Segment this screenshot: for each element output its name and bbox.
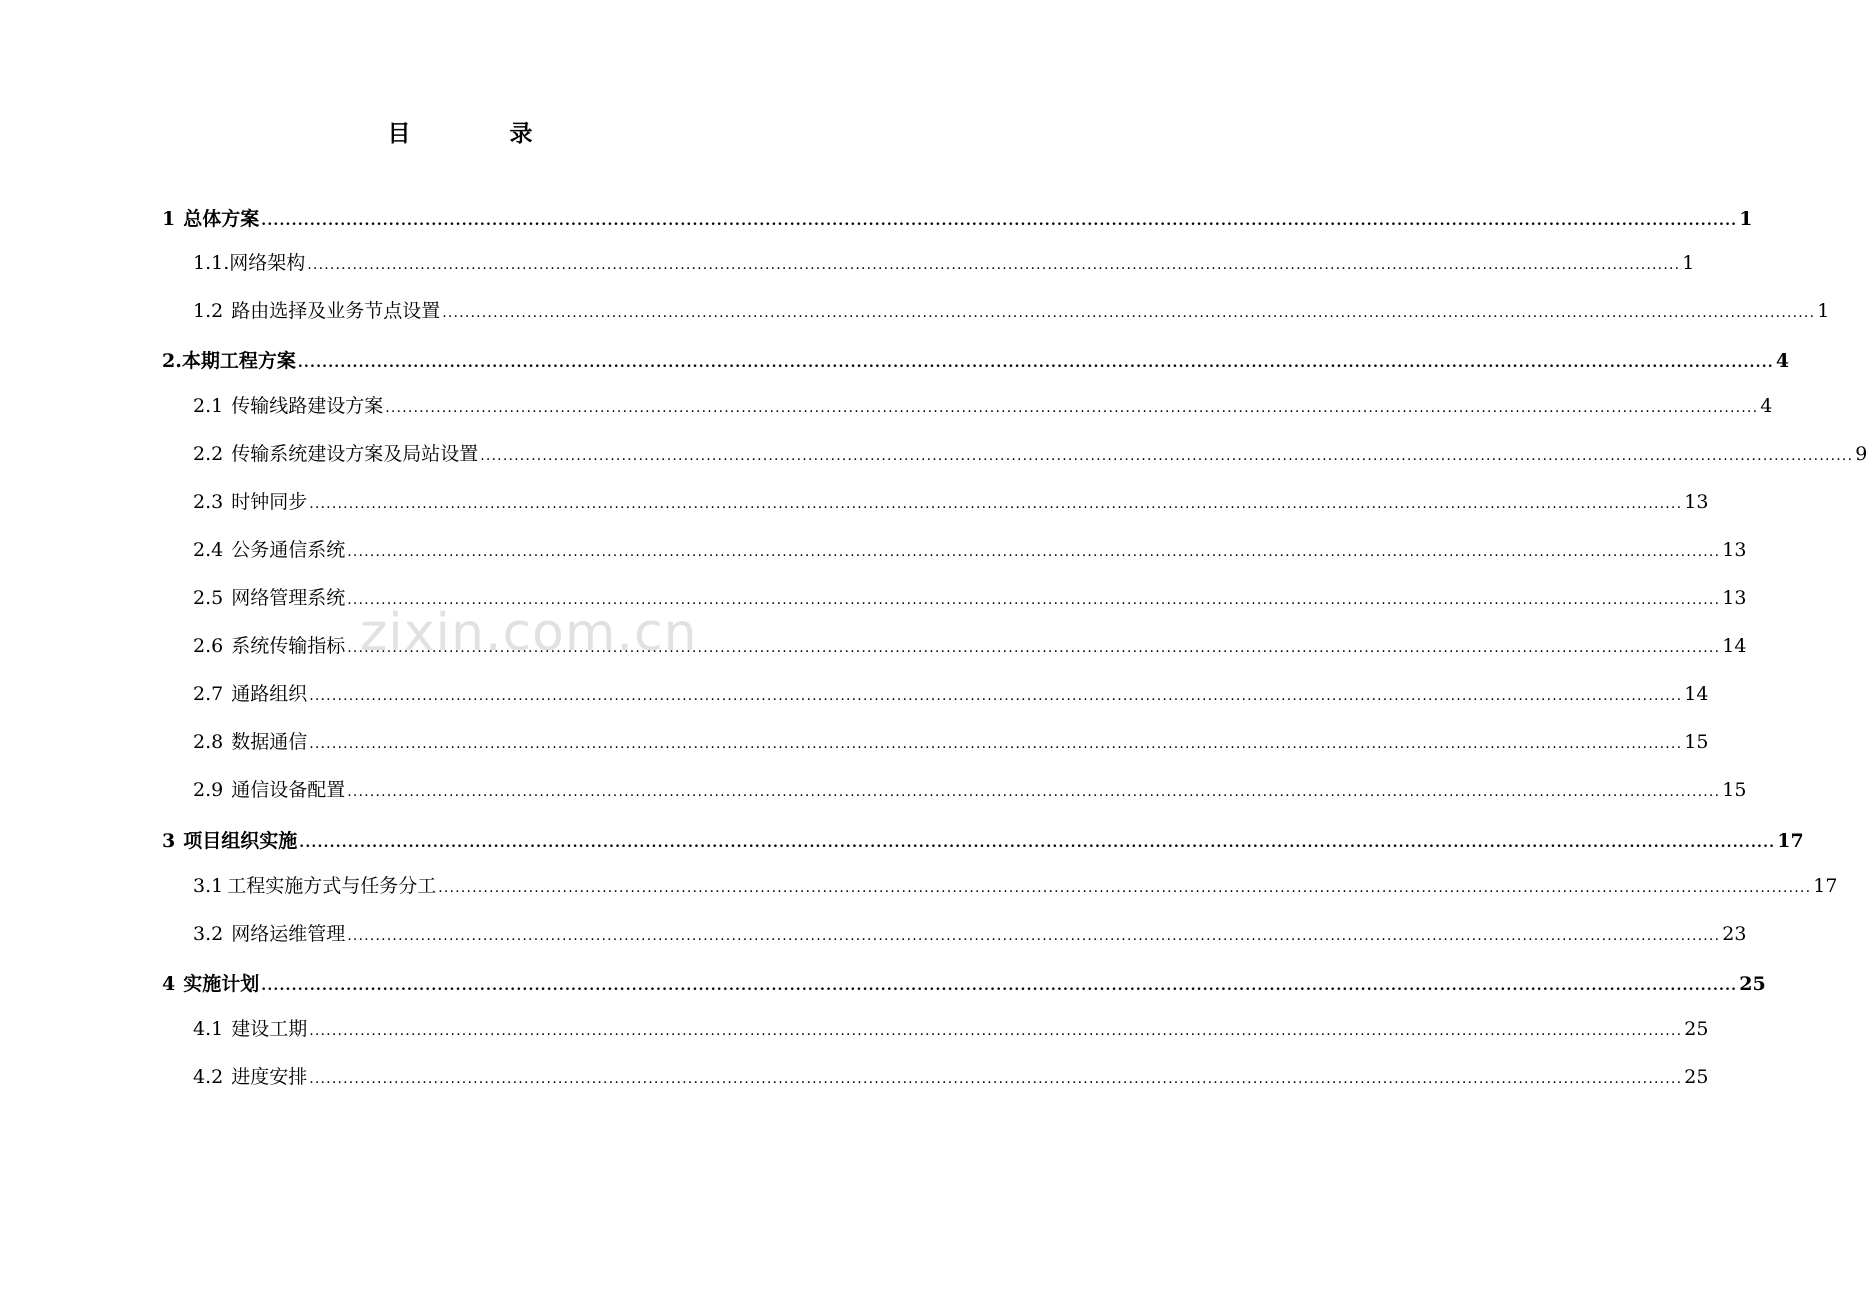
toc-entry[interactable] bbox=[162, 347, 1790, 375]
toc-entry-page: 13 bbox=[1722, 587, 1747, 609]
toc-entry-number: 2. bbox=[162, 350, 182, 372]
toc-entry-number: 1.1. bbox=[193, 252, 230, 274]
toc-entry-page: 13 bbox=[1684, 491, 1709, 513]
toc-entry-page: 23 bbox=[1722, 923, 1747, 945]
toc-entry-number: 2.4 bbox=[193, 539, 224, 561]
toc-entry-page: 4 bbox=[1760, 395, 1773, 417]
dot-leader: ................................................................................................................................................................................................................................................... bbox=[309, 736, 1683, 752]
dot-leader: ................................................................................................................................................................................................................................................... bbox=[261, 213, 1738, 229]
toc-entry-page: 1 bbox=[1739, 208, 1753, 230]
toc-entry-label: 路由选择及业务节点设置 bbox=[231, 300, 441, 322]
toc-entry[interactable] bbox=[193, 249, 1695, 277]
toc-entry-page: 25 bbox=[1684, 1018, 1709, 1040]
toc-entry-label: 数据通信 bbox=[231, 731, 308, 753]
toc-entry[interactable] bbox=[193, 872, 1838, 900]
toc-entry[interactable] bbox=[162, 827, 1804, 855]
dot-leader: ................................................................................................................................................................................................................................................... bbox=[347, 592, 1721, 608]
toc-entry-number: 4.2 bbox=[193, 1066, 224, 1088]
toc-entry-label: 项目组织实施 bbox=[183, 830, 298, 852]
toc-entry-number: 2.3 bbox=[193, 491, 224, 513]
toc-entry-number: 2.8 bbox=[193, 731, 224, 753]
toc-entry[interactable] bbox=[193, 776, 1747, 804]
dot-leader: ................................................................................................................................................................................................................................................... bbox=[347, 928, 1721, 944]
toc-entry-label: 工程实施方式与任务分工 bbox=[227, 875, 437, 897]
toc-entry-label: 总体方案 bbox=[183, 208, 260, 230]
dot-leader: ................................................................................................................................................................................................................................................... bbox=[480, 448, 1854, 464]
toc-entry[interactable] bbox=[193, 536, 1747, 564]
toc-entry-page: 1 bbox=[1817, 300, 1830, 322]
toc-entry-number: 4.1 bbox=[193, 1018, 224, 1040]
dot-leader: ................................................................................................................................................................................................................................................... bbox=[309, 1071, 1683, 1087]
toc-entry-number: 2.1 bbox=[193, 395, 224, 417]
dot-leader: ................................................................................................................................................................................................................................................... bbox=[438, 880, 1812, 896]
dot-leader: ................................................................................................................................................................................................................................................... bbox=[299, 835, 1776, 851]
toc-entry-number: 1 bbox=[162, 208, 176, 230]
toc-entry-page: 9 bbox=[1855, 443, 1867, 465]
toc-entry-number: 2.2 bbox=[193, 443, 224, 465]
toc-entry-label: 建设工期 bbox=[231, 1018, 308, 1040]
dot-leader: ................................................................................................................................................................................................................................................... bbox=[309, 1023, 1683, 1039]
toc-entry[interactable] bbox=[193, 680, 1709, 708]
toc-entry[interactable] bbox=[193, 440, 1867, 468]
toc-entry-label: 传输系统建设方案及局站设置 bbox=[231, 443, 479, 465]
dot-leader: ................................................................................................................................................................................................................................................... bbox=[309, 496, 1683, 512]
toc-entry-label: 本期工程方案 bbox=[181, 350, 296, 372]
toc-entry-label: 时钟同步 bbox=[231, 491, 308, 513]
toc-entry-page: 14 bbox=[1722, 635, 1747, 657]
toc-entry[interactable] bbox=[193, 1015, 1709, 1043]
toc-entry-label: 实施计划 bbox=[183, 973, 260, 995]
watermark-text: zixin.com.cn bbox=[360, 603, 698, 663]
toc-entry-number: 3 bbox=[162, 830, 176, 852]
toc-entry-page: 15 bbox=[1722, 779, 1747, 801]
toc-entry[interactable] bbox=[193, 584, 1747, 612]
toc-entry-number: 2.7 bbox=[193, 683, 224, 705]
toc-entry[interactable] bbox=[193, 728, 1709, 756]
toc-entry-label: 系统传输指标 bbox=[231, 635, 346, 657]
toc-entry[interactable] bbox=[193, 488, 1709, 516]
page-title: 目 录 bbox=[387, 120, 571, 147]
toc-entry-page: 17 bbox=[1777, 830, 1804, 852]
dot-leader: ................................................................................................................................................................................................................................................... bbox=[297, 355, 1774, 371]
toc-entry-number: 3.1 bbox=[193, 875, 224, 897]
toc-entry-number: 1.2 bbox=[193, 300, 224, 322]
toc-entry[interactable] bbox=[193, 920, 1747, 948]
dot-leader: ................................................................................................................................................................................................................................................... bbox=[385, 400, 1759, 416]
toc-entry-label: 通信设备配置 bbox=[231, 779, 346, 801]
dot-leader: ................................................................................................................................................................................................................................................... bbox=[347, 784, 1721, 800]
dot-leader: ................................................................................................................................................................................................................................................... bbox=[309, 688, 1683, 704]
toc-entry-label: 进度安排 bbox=[231, 1066, 308, 1088]
toc-entry-page: 1 bbox=[1682, 252, 1695, 274]
toc-entry-page: 4 bbox=[1775, 350, 1790, 372]
toc-entry-label: 网络运维管理 bbox=[231, 923, 346, 945]
toc-entry-page: 25 bbox=[1739, 973, 1766, 995]
dot-leader: ................................................................................................................................................................................................................................................... bbox=[442, 305, 1816, 321]
toc-entry-number: 4 bbox=[162, 973, 176, 995]
toc-entry-number: 2.5 bbox=[193, 587, 224, 609]
toc-entry-label: 通路组织 bbox=[231, 683, 308, 705]
toc-entry[interactable] bbox=[193, 392, 1773, 420]
toc-entry[interactable] bbox=[193, 632, 1747, 660]
dot-leader: ................................................................................................................................................................................................................................................... bbox=[347, 544, 1721, 560]
toc-entry[interactable] bbox=[162, 970, 1766, 998]
toc-entry-page: 17 bbox=[1813, 875, 1838, 897]
toc-entry-label: 网络架构 bbox=[229, 252, 306, 274]
toc-entry-number: 2.9 bbox=[193, 779, 224, 801]
toc-entry-label: 网络管理系统 bbox=[231, 587, 346, 609]
toc-entry-label: 公务通信系统 bbox=[231, 539, 346, 561]
toc-entry[interactable] bbox=[193, 297, 1830, 325]
toc-entry[interactable] bbox=[162, 205, 1753, 233]
dot-leader: ................................................................................................................................................................................................................................................... bbox=[261, 978, 1738, 994]
toc-entry-label: 传输线路建设方案 bbox=[231, 395, 384, 417]
toc-entry-page: 25 bbox=[1684, 1066, 1709, 1088]
toc-entry-number: 3.2 bbox=[193, 923, 224, 945]
dot-leader: ................................................................................................................................................................................................................................................... bbox=[347, 640, 1721, 656]
toc-entry-page: 13 bbox=[1722, 539, 1747, 561]
toc-entry[interactable] bbox=[193, 1063, 1709, 1091]
toc-entry-page: 14 bbox=[1684, 683, 1709, 705]
dot-leader: ................................................................................................................................................................................................................................................... bbox=[307, 257, 1681, 273]
toc-entry-number: 2.6 bbox=[193, 635, 224, 657]
toc-entry-page: 15 bbox=[1684, 731, 1709, 753]
